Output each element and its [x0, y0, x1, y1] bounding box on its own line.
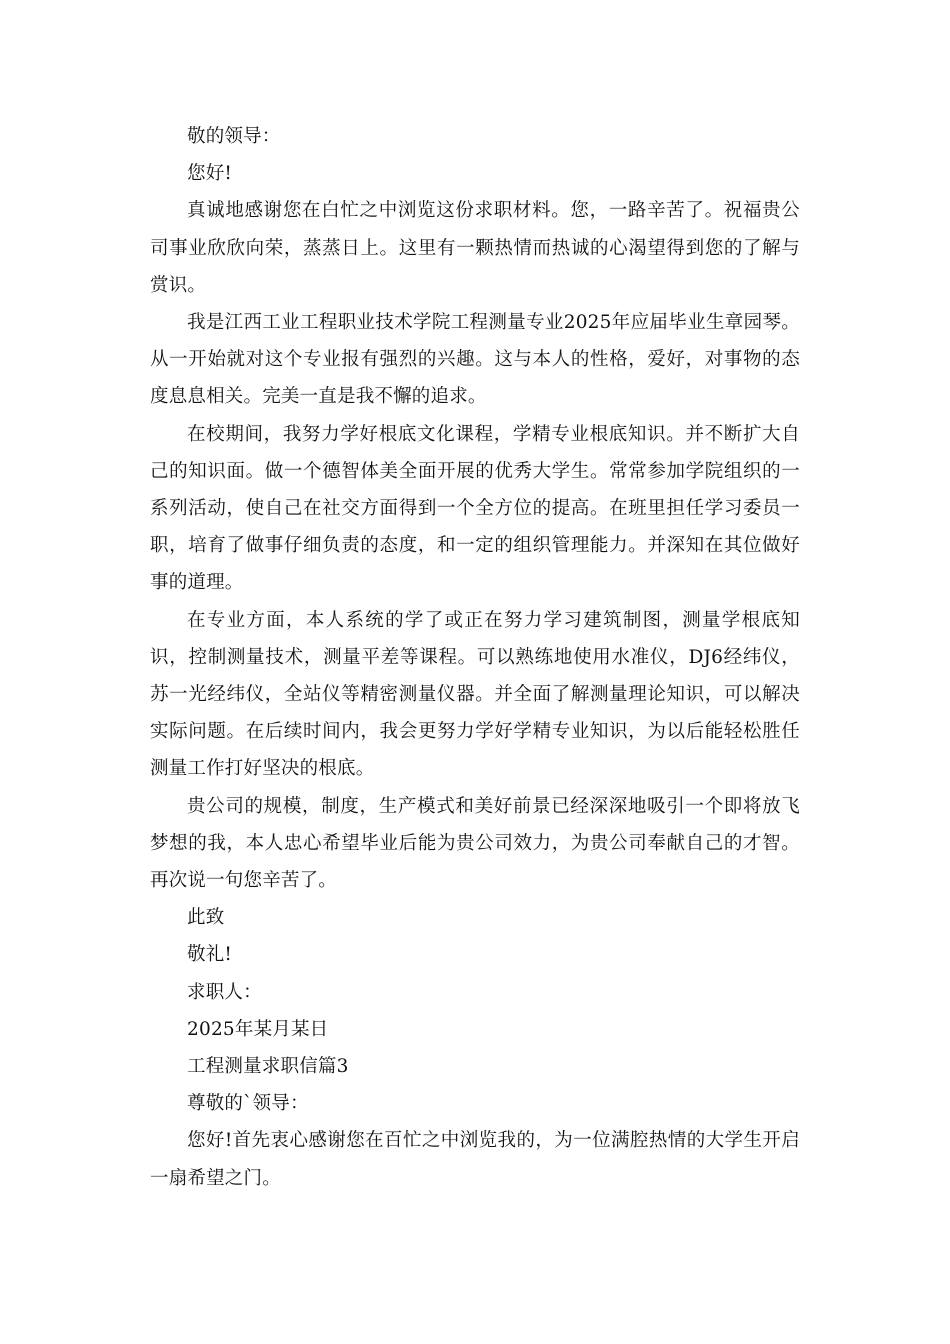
section-paragraph-1: 您好!首先衷心感谢您在百忙之中浏览我的，为一位满腔热情的大学生开启一扇希望之门。: [150, 1130, 800, 1189]
letter-greeting: 敬的领导：: [187, 126, 281, 147]
letter-paragraph-5: 贵公司的规模，制度，生产模式和美好前景已经深深地吸引一个即将放飞梦想的我，本人忠心希望毕业后能为贵公司效力，为贵公司奉献自己的才智。再次说一句您辛苦了。: [150, 795, 800, 892]
letter-date: 2025年某月某日: [187, 1018, 329, 1040]
letter-hello: 您好!: [187, 163, 233, 185]
letter-paragraph-4: 在专业方面，本人系统的学了或正在努力学习建筑制图，测量学根底知识，控制测量技术，测量平差等课程。可以熟练地使用水准仪，DJ6经纬仪，苏一光经纬仪，全站仪等精密测量仪器。并全面了解测量理论知识，可以解决实际问题。在后续时间内，我会更努力学好学精专业知识，为以后能轻松胜任测量工作打好坚决的根底。: [150, 609, 800, 780]
document-page: [150, 118, 800, 1197]
letter-closing-1: 此致: [187, 907, 225, 929]
letter-paragraph-2: 我是江西工业工程职业技术学院工程测量专业2025年应届毕业生章园琴。从一开始就对这个专业报有强烈的兴趣。这与本人的性格，爱好，对事物的态度息息相关。完美一直是我不懈的追求。: [150, 312, 800, 408]
section-title: 工程测量求职信篇3: [187, 1056, 349, 1078]
section-greeting: 尊敬的`领导：: [187, 1093, 309, 1115]
letter-paragraph-3: 在校期间，我努力学好根底文化课程，学精专业根底知识。并不断扩大自己的知识面。做一个德智体美全面开展的优秀大学生。常常参加学院组织的一系列活动，使自己在社交方面得到一个全方位的提高。在班里担任学习委员一职，培育了做事仔细负责的态度，和一定的组织管理能力。并深知在其位做好事的道理。: [150, 423, 800, 594]
letter-closing-2: 敬礼!: [187, 944, 233, 966]
letter-signer: 求职人：: [187, 981, 262, 1003]
letter-paragraph-1: 真诚地感谢您在白忙之中浏览这份求职材料。您，一路辛苦了。祝福贵公司事业欣欣向荣，蒸蒸日上。这里有一颗热情而热诚的心渴望得到您的了解与赏识。: [150, 200, 800, 296]
